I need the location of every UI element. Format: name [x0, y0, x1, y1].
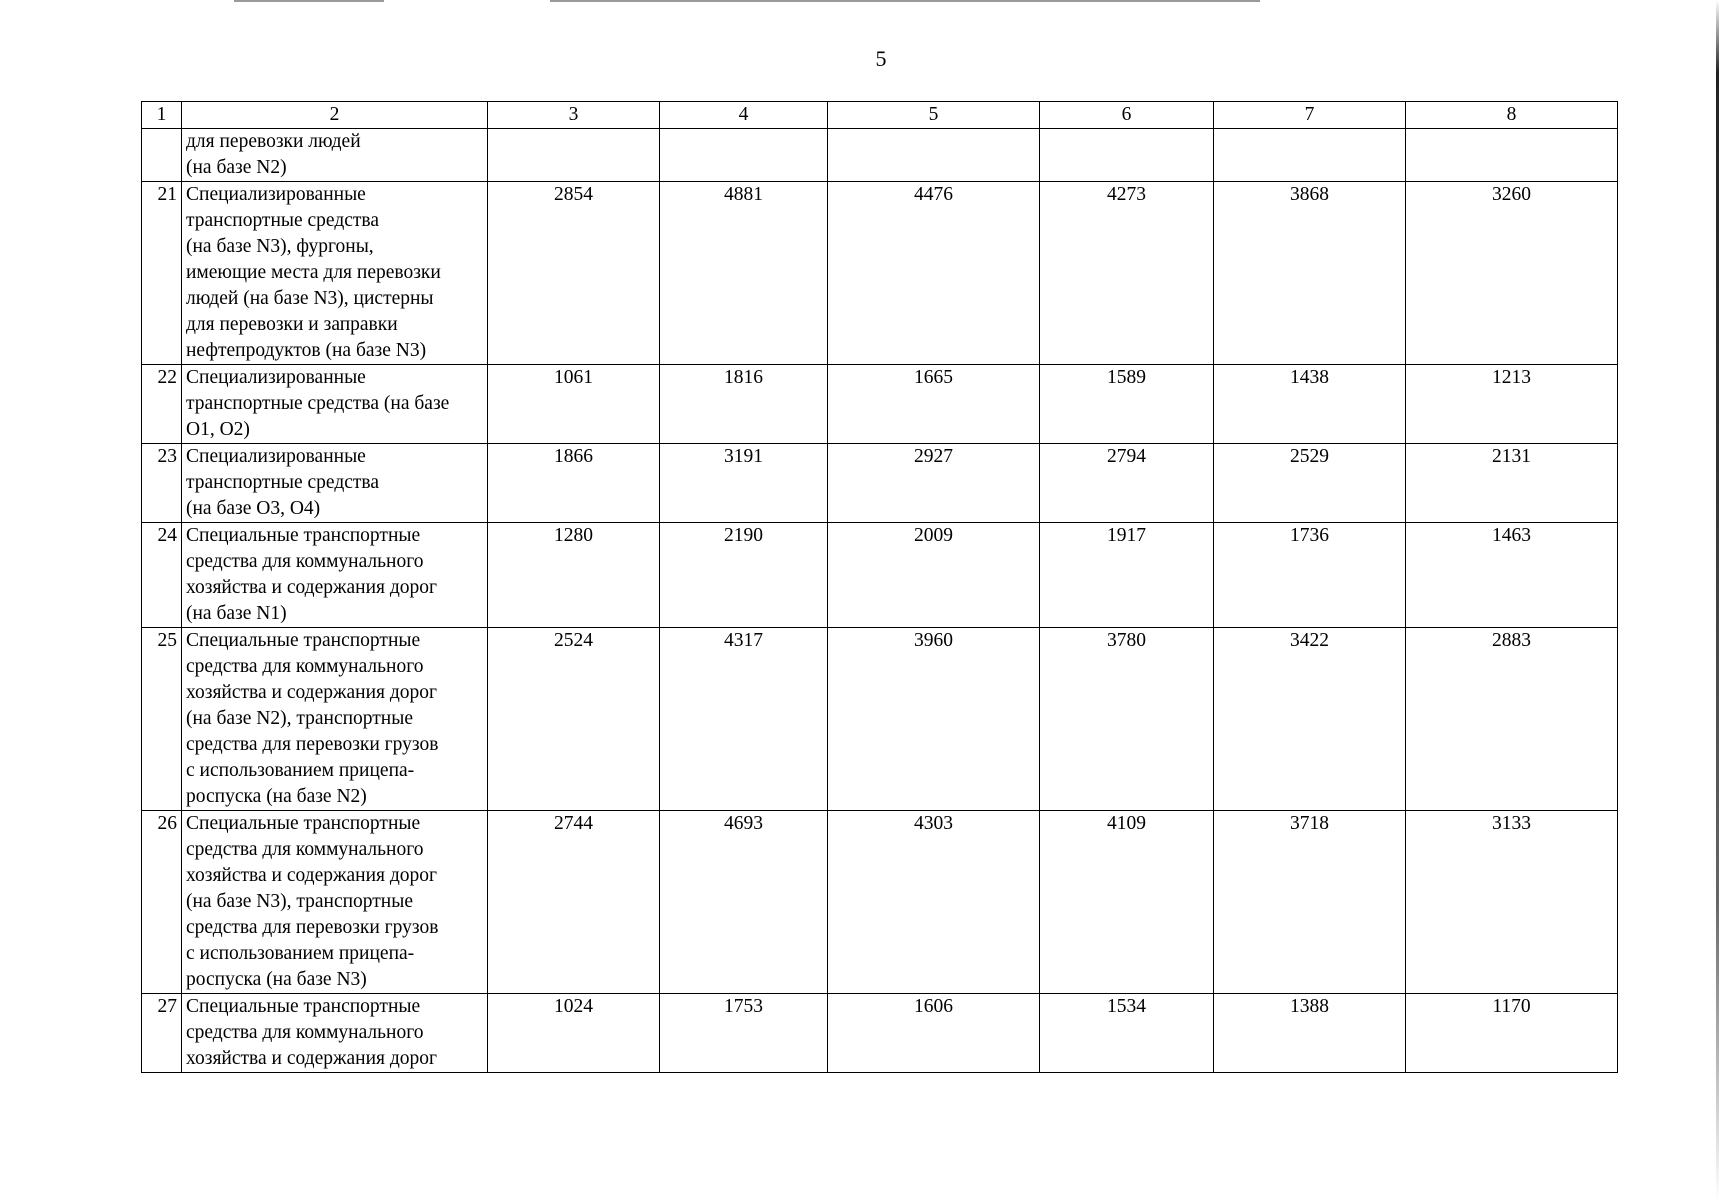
- row-number-cell: [142, 129, 182, 182]
- vehicle-category-cell: Специальные транспортные средства для коммунального хозяйства и содержания дорог (на базе N1): [182, 523, 488, 628]
- column-number-header: 5: [828, 102, 1040, 129]
- tariff-table: [141, 101, 1618, 1073]
- value-cell: 3868: [1214, 182, 1406, 365]
- row-number-cell: 24: [142, 523, 182, 628]
- table-header-row: [142, 102, 1618, 129]
- vehicle-category-cell: для перевозки людей (на базе N2): [182, 129, 488, 182]
- value-cell: 1917: [1040, 523, 1214, 628]
- value-cell: 1606: [828, 994, 1040, 1073]
- value-cell: 1736: [1214, 523, 1406, 628]
- column-number-header: 7: [1214, 102, 1406, 129]
- row-number-cell: 25: [142, 628, 182, 811]
- value-cell: 1388: [1214, 994, 1406, 1073]
- column-number-header: 4: [660, 102, 828, 129]
- value-cell: 4881: [660, 182, 828, 365]
- column-number-header: 2: [182, 102, 488, 129]
- value-cell: 1665: [828, 365, 1040, 444]
- vehicle-category-cell: Специализированные транспортные средства (на базе N3), фургоны, имеющие места для перевозки людей (на базе N3), цистерны для перевозки и заправки нефтепродуктов (на базе N3): [182, 182, 488, 365]
- value-cell: 4317: [660, 628, 828, 811]
- value-cell: [660, 129, 828, 182]
- table-row: [142, 365, 1618, 444]
- value-cell: 2883: [1406, 628, 1618, 811]
- value-cell: 4273: [1040, 182, 1214, 365]
- column-number-header: 1: [142, 102, 182, 129]
- table-row: [142, 182, 1618, 365]
- row-number-cell: 27: [142, 994, 182, 1073]
- value-cell: 1816: [660, 365, 828, 444]
- value-cell: 1213: [1406, 365, 1618, 444]
- table-row: [142, 811, 1618, 994]
- row-number-cell: 22: [142, 365, 182, 444]
- value-cell: 2854: [488, 182, 660, 365]
- row-number-cell: 26: [142, 811, 182, 994]
- page-number: 5: [875, 46, 887, 71]
- scan-artifact-line: [550, 0, 1260, 2]
- table-row: [142, 444, 1618, 523]
- value-cell: 2009: [828, 523, 1040, 628]
- value-cell: [1214, 129, 1406, 182]
- value-cell: 1753: [660, 994, 828, 1073]
- value-cell: 3718: [1214, 811, 1406, 994]
- row-number-cell: 23: [142, 444, 182, 523]
- vehicle-category-cell: Специальные транспортные средства для коммунального хозяйства и содержания дорог: [182, 994, 488, 1073]
- value-cell: 1866: [488, 444, 660, 523]
- value-cell: 3780: [1040, 628, 1214, 811]
- value-cell: 1438: [1214, 365, 1406, 444]
- vehicle-category-cell: Специальные транспортные средства для коммунального хозяйства и содержания дорог (на базе N3), транспортные средства для перевозки грузов с использованием прицепа- роспуска (на базе N3): [182, 811, 488, 994]
- value-cell: 2794: [1040, 444, 1214, 523]
- table-row: [142, 994, 1618, 1073]
- value-cell: 1024: [488, 994, 660, 1073]
- value-cell: 4303: [828, 811, 1040, 994]
- table-row: [142, 129, 1618, 182]
- column-number-header: 6: [1040, 102, 1214, 129]
- value-cell: 2131: [1406, 444, 1618, 523]
- vehicle-category-cell: Специализированные транспортные средства (на базе O1, O2): [182, 365, 488, 444]
- value-cell: 3960: [828, 628, 1040, 811]
- table-row: [142, 523, 1618, 628]
- row-number-cell: 21: [142, 182, 182, 365]
- table-row: [142, 628, 1618, 811]
- value-cell: 1061: [488, 365, 660, 444]
- value-cell: 2744: [488, 811, 660, 994]
- value-cell: 1170: [1406, 994, 1618, 1073]
- value-cell: 3133: [1406, 811, 1618, 994]
- value-cell: 2927: [828, 444, 1040, 523]
- value-cell: [828, 129, 1040, 182]
- value-cell: 2529: [1214, 444, 1406, 523]
- value-cell: [1040, 129, 1214, 182]
- scan-artifact-line: [234, 0, 384, 2]
- value-cell: 3260: [1406, 182, 1618, 365]
- value-cell: 4693: [660, 811, 828, 994]
- vehicle-category-cell: Специализированные транспортные средства (на базе O3, O4): [182, 444, 488, 523]
- value-cell: 2524: [488, 628, 660, 811]
- value-cell: [1406, 129, 1618, 182]
- value-cell: 1280: [488, 523, 660, 628]
- column-number-header: 8: [1406, 102, 1618, 129]
- column-number-header: 3: [488, 102, 660, 129]
- value-cell: 4109: [1040, 811, 1214, 994]
- value-cell: 1589: [1040, 365, 1214, 444]
- value-cell: [488, 129, 660, 182]
- value-cell: 1463: [1406, 523, 1618, 628]
- value-cell: 3422: [1214, 628, 1406, 811]
- value-cell: 2190: [660, 523, 828, 628]
- value-cell: 3191: [660, 444, 828, 523]
- vehicle-category-cell: Специальные транспортные средства для коммунального хозяйства и содержания дорог (на базе N2), транспортные средства для перевозки грузов с использованием прицепа- роспуска (на базе N2): [182, 628, 488, 811]
- value-cell: 4476: [828, 182, 1040, 365]
- value-cell: 1534: [1040, 994, 1214, 1073]
